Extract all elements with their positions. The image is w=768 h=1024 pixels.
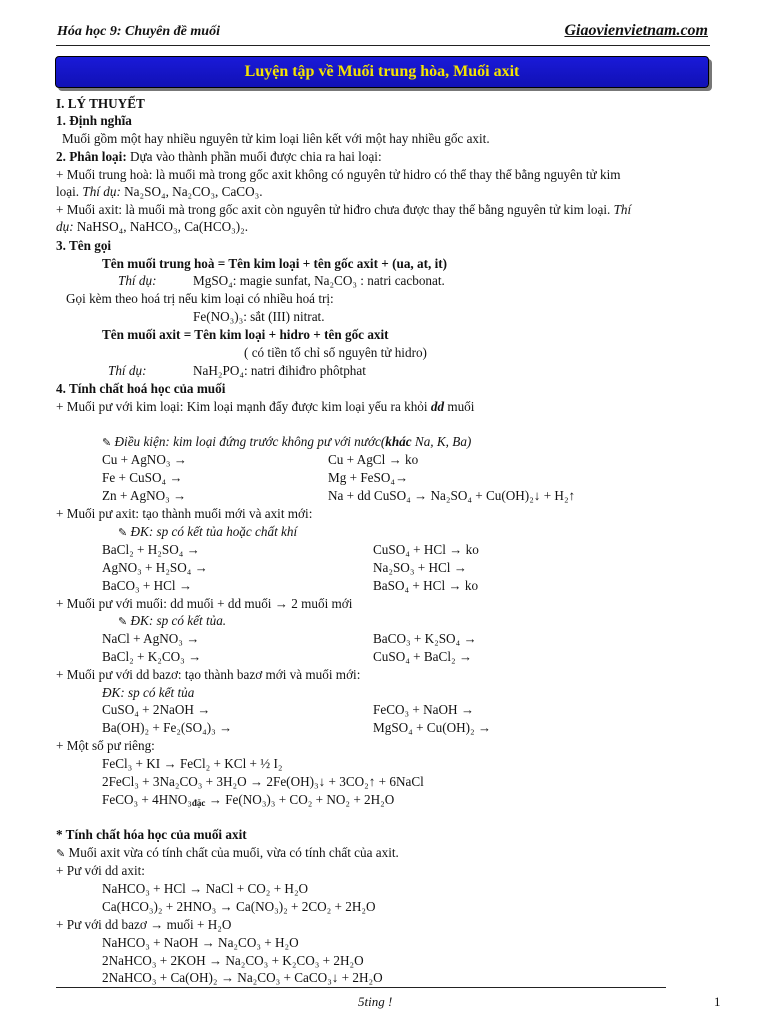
metal-intro-tail: muối (447, 399, 475, 414)
acid-salt-line1 (56, 201, 631, 218)
equation-right: Mg + FeSO₄→ (328, 470, 409, 485)
base-reaction-intro: + Muối pư với dd bazơ: tạo thành bazơ mới và muối mới: (56, 667, 361, 682)
metal-condition-text: Điều kiện: kim loại đứng trước không pư với nước( (114, 434, 386, 449)
equation-left: BaCO₃ + HCl → (102, 578, 193, 593)
definition-title: 1. Định nghĩa (56, 113, 132, 128)
header-rule (56, 45, 710, 46)
special-equation: 2FeCl₃ + 3Na₂CO₃ + 3H₂O → 2Fe(OH)₃↓ + 3CO₂↑ + 6NaCl (102, 774, 424, 789)
title-banner (55, 56, 709, 88)
page-number: 1 (714, 994, 721, 1009)
equation-right: Na + dd CuSO₄ → Na₂SO₄ + Cu(OH)₂↓ + H₂↑ (328, 488, 576, 503)
classification-line (56, 148, 382, 165)
pencil-icon: ✎ (102, 437, 112, 449)
metal-condition-emphasis: khác (385, 434, 412, 449)
neutral-salt-line2 (56, 183, 263, 200)
base-condition: ĐK: sp có kết tủa (102, 685, 195, 700)
equation-right: FeCO₃ + NaOH → (373, 702, 475, 717)
naming-rule-acid: Tên muối axit = Tên kim loại + hidro + tên gốc axit (102, 327, 389, 342)
example-label: Thí dụ: (108, 363, 147, 378)
banner-title: Luyện tập về Muối trung hòa, Muối axit (244, 63, 520, 80)
pencil-icon: ✎ (118, 616, 128, 628)
equation-left: AgNO₃ + H₂SO₄ → (102, 560, 208, 575)
equation-left: BaCl₂ + K₂CO₃ → (102, 649, 202, 664)
concentrated-subscript: đặc (191, 798, 206, 808)
equation-right: MgSO₄ + Cu(OH)₂ → (373, 720, 492, 735)
header-site-link[interactable]: Giaovienvietnam.com (564, 22, 708, 39)
section-title: I. LÝ THUYẾT (56, 96, 145, 111)
pencil-icon: ✎ (118, 527, 128, 539)
salt-reaction-intro: + Muối pư với muối: dd muối + dd muối → 2 muối mới (56, 596, 353, 611)
special-equation (102, 791, 394, 808)
equation-left: BaCl₂ + H₂SO₄ → (102, 542, 200, 557)
header-left: Hóa học 9: Chuyên đề muối (57, 24, 220, 39)
acid-salt-line2 (56, 218, 248, 235)
equation-left: CuSO₄ + 2NaOH → (102, 702, 211, 717)
salt-condition (118, 612, 226, 631)
naming-example-1: MgSO₄: magie sunfat, Na₂CO₃ : natri cacbonat. (193, 273, 445, 288)
example-label: dụ: (56, 219, 74, 234)
metal-reaction-intro (56, 398, 474, 415)
equation-left: Cu + AgNO₃ → (102, 452, 187, 467)
classification-title: 2. Phân loại: (56, 149, 127, 164)
classification-intro: Dựa vào thành phần muối được chia ra hai loại: (130, 149, 382, 164)
salt-condition-text: ĐK: sp có kết tủa. (130, 613, 227, 628)
acid-condition (118, 523, 297, 542)
footer-rule (56, 987, 666, 988)
naming-rule-neutral: Tên muối trung hoà = Tên kim loại + tên gốc axit + (ua, at, it) (102, 256, 448, 271)
equation-right: BaSO₄ + HCl → ko (373, 578, 479, 593)
acid-salt-equation: Ca(HCO₃)₂ + 2HNO₃ → Ca(NO₃)₂ + 2CO₂ + 2H₂O (102, 899, 376, 914)
equation-left: Ba(OH)₂ + Fe₂(SO₄)₃ → (102, 720, 233, 735)
definition-text: Muối gồm một hay nhiều nguyên tử kim loại liên kết với một hay nhiều gốc axit. (62, 131, 490, 146)
equation-left: NaCl + AgNO₃ → (102, 631, 200, 646)
acid-salt-properties-title: * Tính chất hóa học của muối axit (56, 827, 247, 842)
metal-condition-tail: Na, K, Ba) (414, 434, 472, 449)
acid-salt-with-acid-intro: + Pư với dd axit: (56, 863, 145, 878)
acid-salt-properties-intro (56, 844, 399, 863)
naming-example-2: Fe(NO₃)₃: sắt (III) nitrat. (193, 309, 325, 324)
metal-condition (102, 433, 471, 452)
properties-title: 4. Tính chất hoá học của muối (56, 381, 226, 396)
special-reactions-intro: + Một số pư riêng: (56, 738, 155, 753)
neutral-salt-examples: Na₂SO₄, Na₂CO₃, CaCO₃. (124, 184, 263, 199)
pencil-icon: ✎ (56, 848, 66, 860)
metal-intro-emphasis: dd (430, 399, 445, 414)
acid-salt-equation: 2NaHCO₃ + Ca(OH)₂ → Na₂CO₃ + CaCO₃↓ + 2H₂O (102, 970, 383, 985)
equation-left: Zn + AgNO₃ → (102, 488, 187, 503)
special-equation: FeCl₃ + KI → FeCl₂ + KCl + ½ I₂ (102, 756, 283, 771)
footer-center: 5ting ! (358, 994, 393, 1009)
equation-right: CuSO₄ + HCl → ko (373, 542, 479, 557)
acid-salt-properties-text: Muối axit vừa có tính chất của muối, vừa có tính chất của axit. (68, 845, 399, 860)
acid-reaction-intro: + Muối pư axit: tạo thành muối mới và axit mới: (56, 506, 313, 521)
acid-salt-text: + Muối axit: là muối mà trong gốc axit còn nguyên tử hiđro chưa được thay thế bằng nguyên tử kim loại. (56, 202, 611, 217)
neutral-salt-line1: + Muối trung hoà: là muối mà trong gốc axit không có nguyên tử hidro có thể thay thế bằng nguyên tử kim (56, 167, 621, 182)
naming-rule-acid-note: ( có tiền tố chỉ số nguyên tử hidro) (244, 345, 427, 360)
equation-left: Fe + CuSO₄ → (102, 470, 183, 485)
metal-intro-text: + Muối pư với kim loại: Kim loại mạnh đẩy được kim loại yếu ra khỏi (56, 399, 428, 414)
acid-salt-equation: NaHCO₃ + HCl → NaCl + CO₂ + H₂O (102, 881, 309, 896)
acid-salt-equation: 2NaHCO₃ + 2KOH → Na₂CO₃ + K₂CO₃ + 2H₂O (102, 953, 364, 968)
special-equation-products: → Fe(NO₃)₃ + CO₂ + NO₂ + 2H₂O (208, 792, 395, 807)
acid-salt-with-base-intro: + Pư với dd bazơ → muối + H₂O (56, 917, 232, 932)
equation-right: Cu + AgCl → ko (328, 452, 419, 467)
equation-right: BaCO₃ + K₂SO₄ → (373, 631, 477, 646)
example-label: Thí (613, 202, 632, 217)
acid-condition-text: ĐK: sp có kết tủa hoặc chất khí (130, 524, 298, 539)
naming-title: 3. Tên gọi (56, 238, 112, 253)
acid-salt-examples: NaHSO₄, NaHCO₃, Ca(HCO₃)₂. (76, 219, 249, 234)
naming-valence-note: Gọi kèm theo hoá trị nếu kim loại có nhiều hoá trị: (66, 291, 334, 306)
special-equation-reactants: FeCO₃ + 4HNO₃ (102, 792, 192, 807)
equation-right: CuSO₄ + BaCl₂ → (373, 649, 473, 664)
equation-right: Na₂SO₃ + HCl → (373, 560, 467, 575)
acid-salt-equation: NaHCO₃ + NaOH → Na₂CO₃ + H₂O (102, 935, 299, 950)
example-label: Thí dụ: (118, 273, 157, 288)
naming-example-3: NaH₂PO₄: natri đihiđro phôtphat (193, 363, 366, 378)
neutral-salt-tail: loại. (56, 184, 80, 199)
example-label: Thí dụ: (82, 184, 121, 199)
